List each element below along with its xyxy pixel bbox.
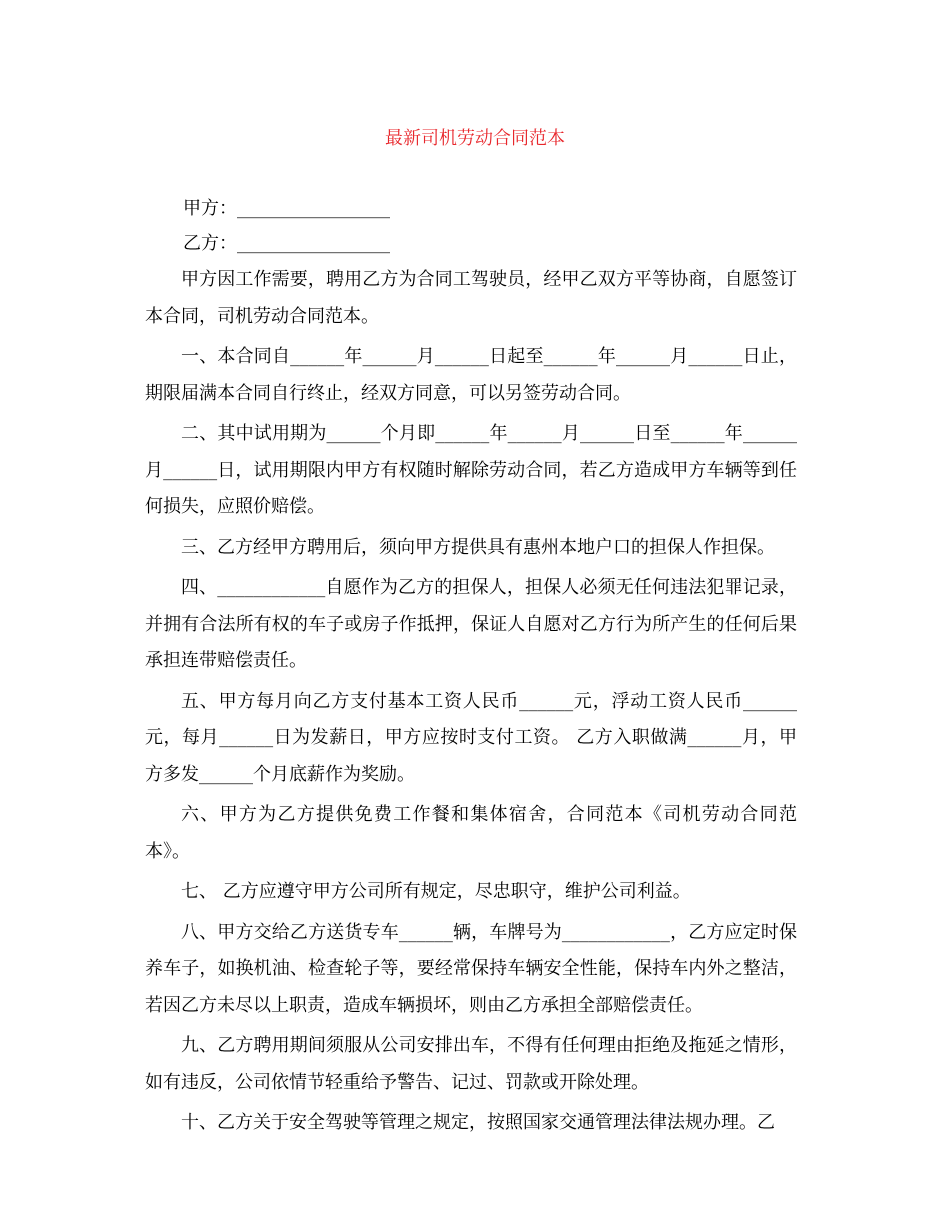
clause-7-company-rules: 七、 乙方应遵守甲方公司所有规定，尽忠职守，维护公司利益。	[181, 881, 691, 902]
clause-8-vehicle: 八、甲方交给乙方送货专车______辆，车牌号为____________，乙方应定时保养车子，如换机油、检查轮子等，要经常保持车辆安全性能，保持车内外之整洁，若因乙方未尽以上职责，造成车辆损坏，则由乙方承担全部赔偿责任。	[145, 921, 797, 1016]
clause-10-safe-driving: 十、乙方关于安全驾驶等管理之规定，按照国家交通管理法律法规办理。乙	[181, 1112, 775, 1133]
clause-5-salary: 五、甲方每月向乙方支付基本工资人民币______元，浮动工资人民币______元，每月______日为发薪日，甲方应按时支付工资。 乙方入职做满______月，甲方多发______个月底薪作为奖励。	[145, 690, 797, 785]
party-a-line: 甲方：_________________	[183, 198, 390, 219]
clause-6-meals-housing: 六、甲方为乙方提供免费工作餐和集体宿舍，合同范本《司机劳动合同范本》。	[145, 804, 797, 862]
document-title: 最新司机劳动合同范本	[385, 128, 565, 149]
clause-1-contract-term: 一、本合同自______年______月______日起至______年______月______日止，期限届满本合同自行终止，经双方同意，可以另签劳动合同。	[145, 346, 797, 404]
clause-2-probation: 二、其中试用期为______个月即______年______月______日至______年______月______日，试用期限内甲方有权随时解除劳动合同，若乙方造成甲方车辆等到任何损失，应照价赔偿。	[145, 423, 797, 517]
clause-4-guarantor-liability: 四、____________自愿作为乙方的担保人，担保人必须无任何违法犯罪记录，并拥有合法所有权的车子或房子作抵押，保证人自愿对乙方行为所产生的任何后果承担连带赔偿责任。	[145, 577, 797, 671]
party-b-line: 乙方：_________________	[183, 233, 390, 254]
clause-9-dispatch: 九、乙方聘用期间须服从公司安排出车，不得有任何理由拒绝及拖延之情形，如有违反，公司依情节轻重给予警告、记过、罚款或开除处理。	[145, 1035, 797, 1093]
intro-paragraph: 甲方因工作需要，聘用乙方为合同工驾驶员，经甲乙双方平等协商，自愿签订本合同，司机劳动合同范本。	[145, 269, 797, 327]
contract-body	[145, 262, 797, 1146]
clause-3-guarantor: 三、乙方经甲方聘用后，须向甲方提供具有惠州本地户口的担保人作担保。	[181, 536, 775, 558]
